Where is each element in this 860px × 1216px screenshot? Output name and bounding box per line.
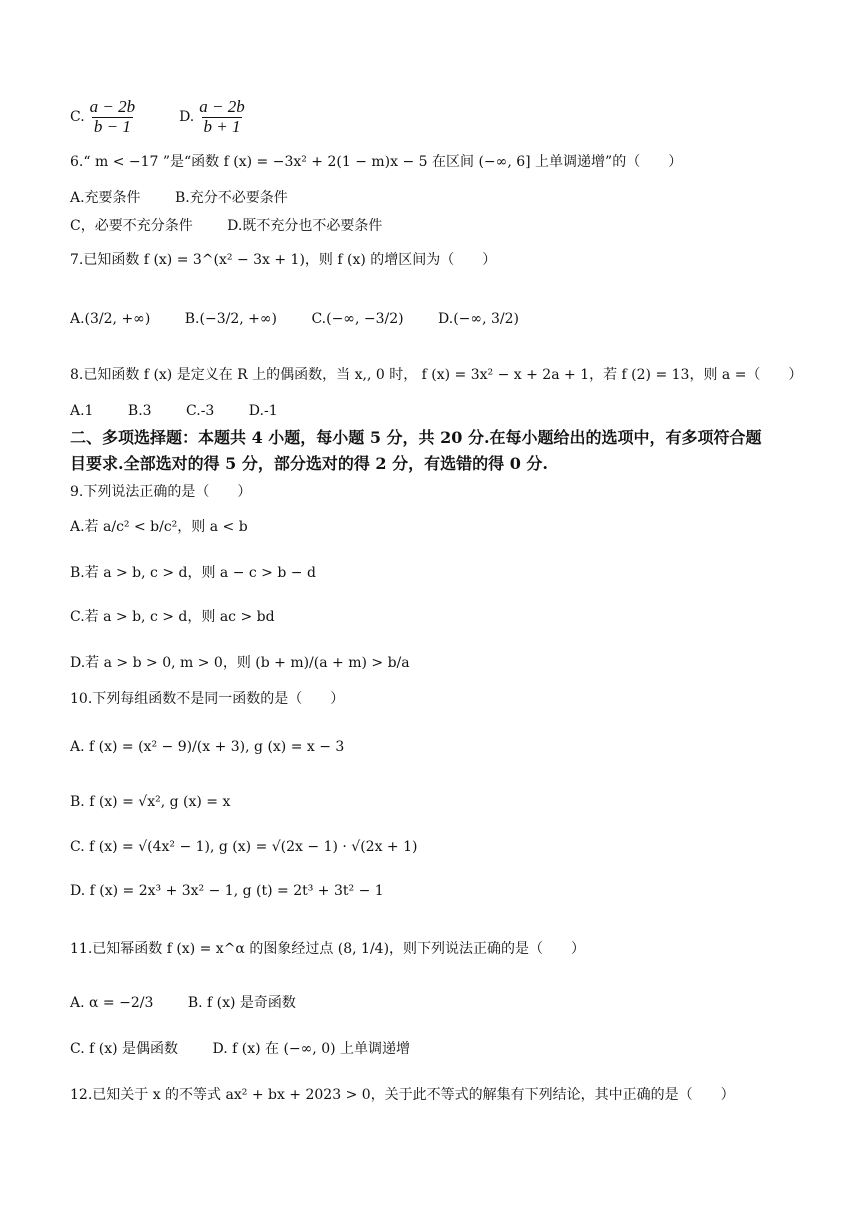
q10-option-a: A. f (x) = (x² − 9)/(x + 3), g (x) = x − 3 [70, 739, 345, 755]
q8-stem: 8.已知函数 f (x) 是定义在 R 上的偶函数，当 x,, 0 时， f (x) = 3x² − x + 2a + 1，若 f (2) = 13，则 a =（ ） [70, 367, 803, 383]
q6-option-b: B.充分不必要条件 [175, 190, 288, 206]
section2-heading-line2: 目要求.全部选对的得 5 分，部分选对的得 2 分，有选错的得 0 分. [70, 454, 548, 473]
q11-options-row2 [70, 1042, 410, 1056]
q10-option-c: C. f (x) = √(4x² − 1), g (x) = √(2x − 1) · √(2x + 1) [70, 839, 418, 855]
q5-option-c-denominator: b − 1 [93, 116, 131, 136]
q11-options-row1 [70, 996, 296, 1010]
q9-option-a: A.若 a/c² < b/c²，则 a < b [70, 519, 248, 535]
q6-option-c: C，必要不充分条件 [70, 218, 193, 234]
q5-option-d-denominator: b + 1 [203, 116, 241, 136]
q9-option-c: C.若 a > b, c > d，则 ac > bd [70, 609, 275, 625]
q7-option-a: A.(3/2, +∞) [70, 311, 151, 327]
q5-option-d-label: D. [179, 109, 195, 126]
q5-options [70, 98, 250, 136]
q9-stem: 9.下列说法正确的是（ ） [70, 484, 252, 500]
q8-option-d: D.-1 [248, 403, 278, 419]
q5-option-d-fraction [197, 98, 246, 136]
q12-stem: 12.已知关于 x 的不等式 ax² + bx + 2023 > 0，关于此不等式的解集有下列结论，其中正确的是（ ） [70, 1087, 735, 1103]
section2-heading-line1: 二、多项选择题：本题共 4 小题，每小题 5 分，共 20 分.在每小题给出的选项中，有多项符合题 [70, 428, 762, 447]
q8-option-a: A.1 [70, 403, 94, 419]
q8-option-b: B.3 [127, 403, 152, 419]
q7-option-d: D.(−∞, 3/2) [438, 311, 519, 327]
q10-option-b: B. f (x) = √x², g (x) = x [70, 794, 231, 810]
q7-options [70, 312, 519, 326]
q10-option-d: D. f (x) = 2x³ + 3x² − 1, g (t) = 2t³ + 3t² − 1 [70, 883, 384, 899]
q11-option-a: A. α = −2/3 [70, 995, 154, 1011]
q9-option-b: B.若 a > b, c > d，则 a − c > b − d [70, 565, 316, 581]
q6-options-row1 [70, 191, 288, 205]
q5-option-c-label: C. [70, 109, 85, 126]
q6-options-row2 [70, 219, 382, 233]
q8-options [70, 404, 278, 418]
q6-option-a: A.充要条件 [70, 190, 141, 206]
q5-option-c-fraction [88, 98, 137, 136]
q11-option-b: B. f (x) 是奇函数 [187, 995, 296, 1011]
q5-option-c-numerator: a − 2b [89, 97, 136, 116]
q8-option-c: C.-3 [186, 403, 215, 419]
q7-stem: 7.已知函数 f (x) = 3^(x² − 3x + 1)，则 f (x) 的增区间为（ ） [70, 252, 497, 268]
q6-option-d: D.既不充分也不必要条件 [227, 218, 383, 234]
q7-option-b: B.(−3/2, +∞) [184, 311, 277, 327]
q11-option-d: D. f (x) 在 (−∞, 0) 上单调递增 [212, 1041, 411, 1057]
q9-option-d: D.若 a > b > 0, m > 0，则 (b + m)/(a + m) > b/a [70, 655, 410, 671]
q5-option-d-numerator: a − 2b [199, 97, 245, 116]
q11-option-c: C. f (x) 是偶函数 [70, 1041, 179, 1057]
q7-option-c: C.(−∞, −3/2) [311, 311, 404, 327]
q11-stem: 11.已知幂函数 f (x) = x^α 的图象经过点 (8, 1/4)，则下列说法正确的是（ ） [70, 941, 586, 957]
q6-stem: 6.“ m < −17 ”是“函数 f (x) = −3x² + 2(1 − m)x − 5 在区间 (−∞, 6] 上单调递增”的（ ） [70, 154, 683, 170]
q10-stem: 10.下列每组函数不是同一函数的是（ ） [70, 691, 345, 707]
